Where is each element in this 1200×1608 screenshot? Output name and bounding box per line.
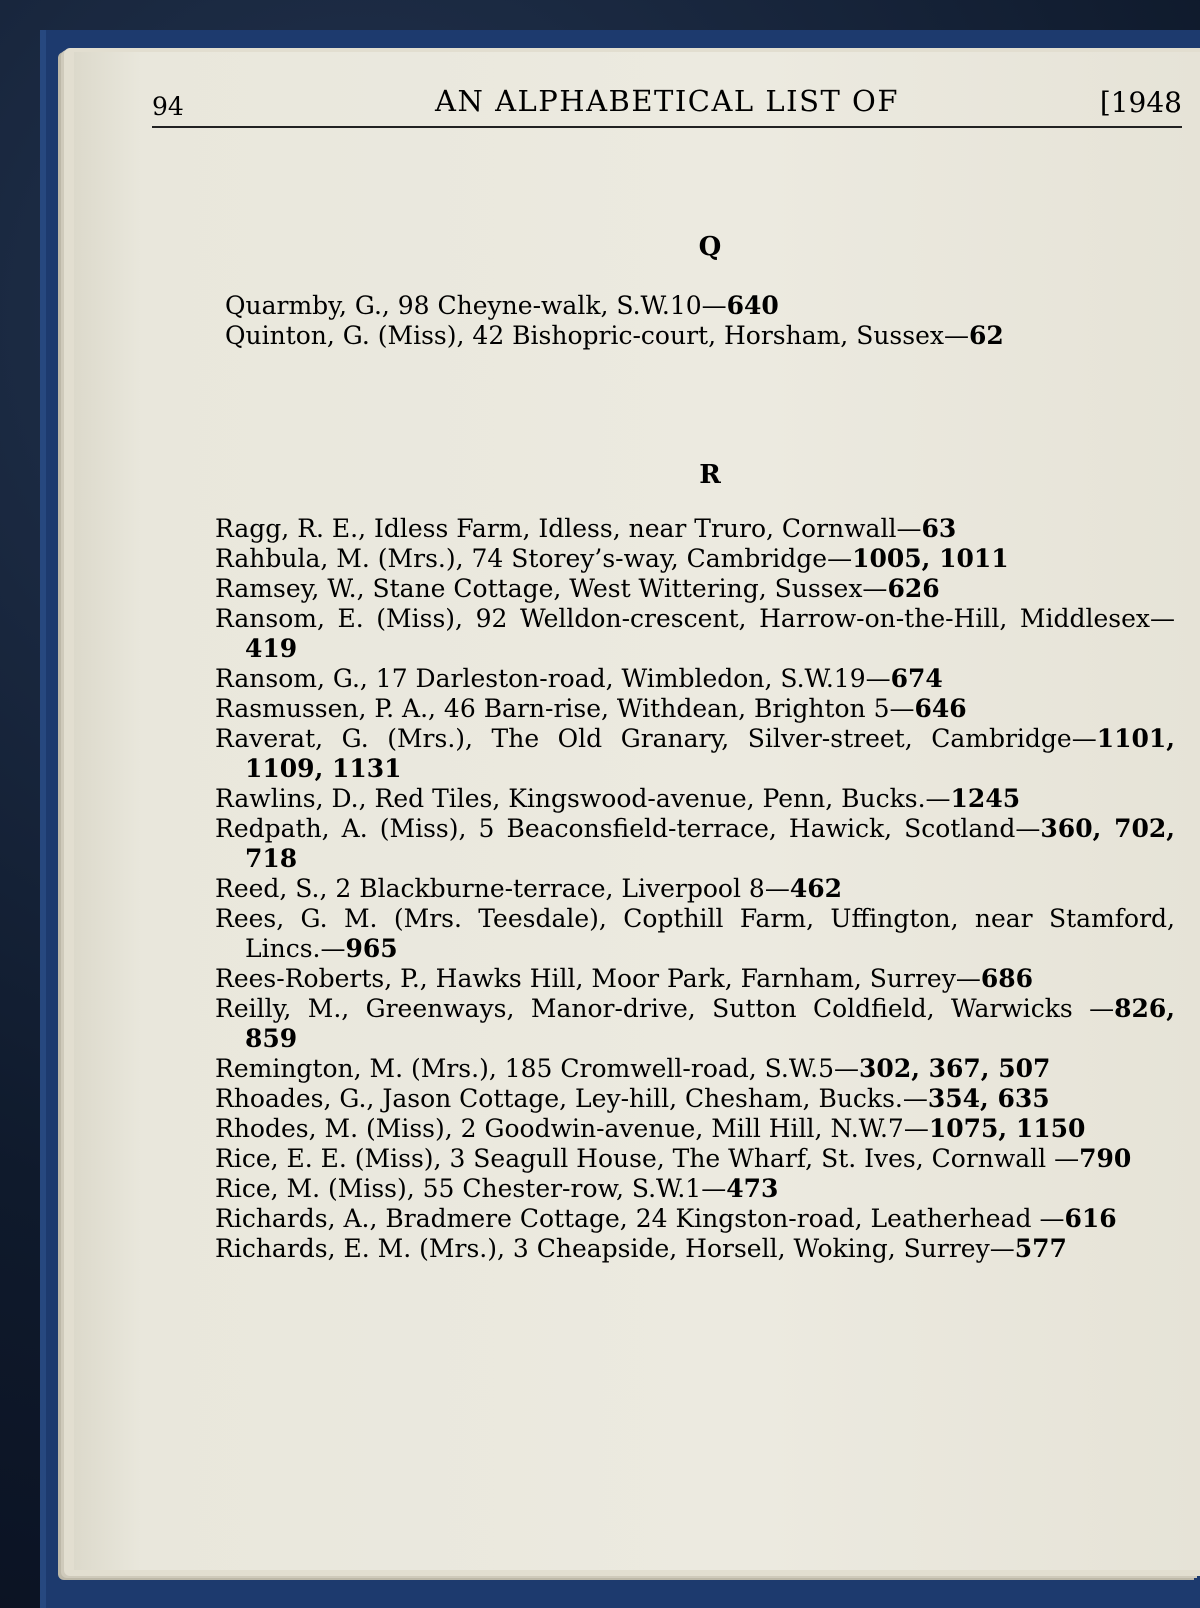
list-item: Rhoades, G., Jason Cottage, Ley-hill, Chesham, Bucks.—354, 635 — [215, 1084, 1050, 1113]
entries-q — [225, 291, 1180, 351]
list-item: Raverat, G. (Mrs.), The Old Granary, Silver-street, Cambridge—1101, 1109, 1131 — [215, 724, 1175, 783]
list-item: Remington, M. (Mrs.), 185 Cromwell-road, S.W.5—302, 367, 507 — [215, 1054, 1051, 1083]
list-item: Quinton, G. (Miss), 42 Bishopric-court, Horsham, Sussex—62 — [225, 321, 1004, 350]
list-item: Richards, A., Bradmere Cottage, 24 Kingston-road, Leatherhead —616 — [215, 1204, 1117, 1233]
running-header — [152, 78, 1182, 128]
list-item: Reilly, M., Greenways, Manor-drive, Sutton Coldfield, Warwicks —826, 859 — [215, 994, 1175, 1053]
list-item: Rasmussen, P. A., 46 Barn-rise, Withdean, Brighton 5—646 — [215, 694, 967, 723]
section-letter-r: R — [699, 460, 721, 490]
section-letter-q: Q — [698, 232, 722, 262]
list-item: Rhodes, M. (Miss), 2 Goodwin-avenue, Mill Hill, N.W.7—1075, 1150 — [215, 1114, 1086, 1143]
list-item: Rees-Roberts, P., Hawks Hill, Moor Park, Farnham, Surrey—686 — [215, 964, 1034, 993]
list-item: Ransom, G., 17 Darleston-road, Wimbledon, S.W.19—674 — [215, 664, 943, 693]
list-item: Rice, E. E. (Miss), 3 Seagull House, The Wharf, St. Ives, Cornwall —790 — [215, 1144, 1132, 1173]
list-item: Rawlins, D., Red Tiles, Kingswood-avenue, Penn, Bucks.—1245 — [215, 784, 1021, 813]
list-item: Redpath, A. (Miss), 5 Beaconsfield-terrace, Hawick, Scotland—360, 702, 718 — [215, 814, 1176, 873]
list-item: Rees, G. M. (Mrs. Teesdale), Copthill Farm, Uffington, near Stamford, Lincs.—965 — [215, 904, 1175, 963]
list-item: Quarmby, G., 98 Cheyne-walk, S.W.10—640 — [225, 291, 779, 320]
list-item: Ragg, R. E., Idless Farm, Idless, near Truro, Cornwall—63 — [215, 514, 957, 543]
header-year: [1948 — [1099, 86, 1182, 119]
page-number: 94 — [152, 92, 184, 121]
list-item: Ramsey, W., Stane Cottage, West Wittering, Sussex—626 — [215, 574, 940, 603]
list-item: Reed, S., 2 Blackburne-terrace, Liverpool 8—462 — [215, 874, 843, 903]
page-title: AN ALPHABETICAL LIST OF — [435, 84, 899, 118]
list-item: Rahbula, M. (Mrs.), 74 Storey’s-way, Cambridge—1005, 1011 — [215, 544, 1009, 573]
list-item: Ransom, E. (Miss), 92 Welldon-crescent, Harrow-on-the-Hill, Middlesex—419 — [215, 604, 1175, 663]
list-item: Rice, M. (Miss), 55 Chester-row, S.W.1—473 — [215, 1174, 779, 1203]
entries-r — [215, 514, 1175, 1264]
list-item: Richards, E. M. (Mrs.), 3 Cheapside, Horsell, Woking, Surrey—577 — [215, 1234, 1067, 1263]
